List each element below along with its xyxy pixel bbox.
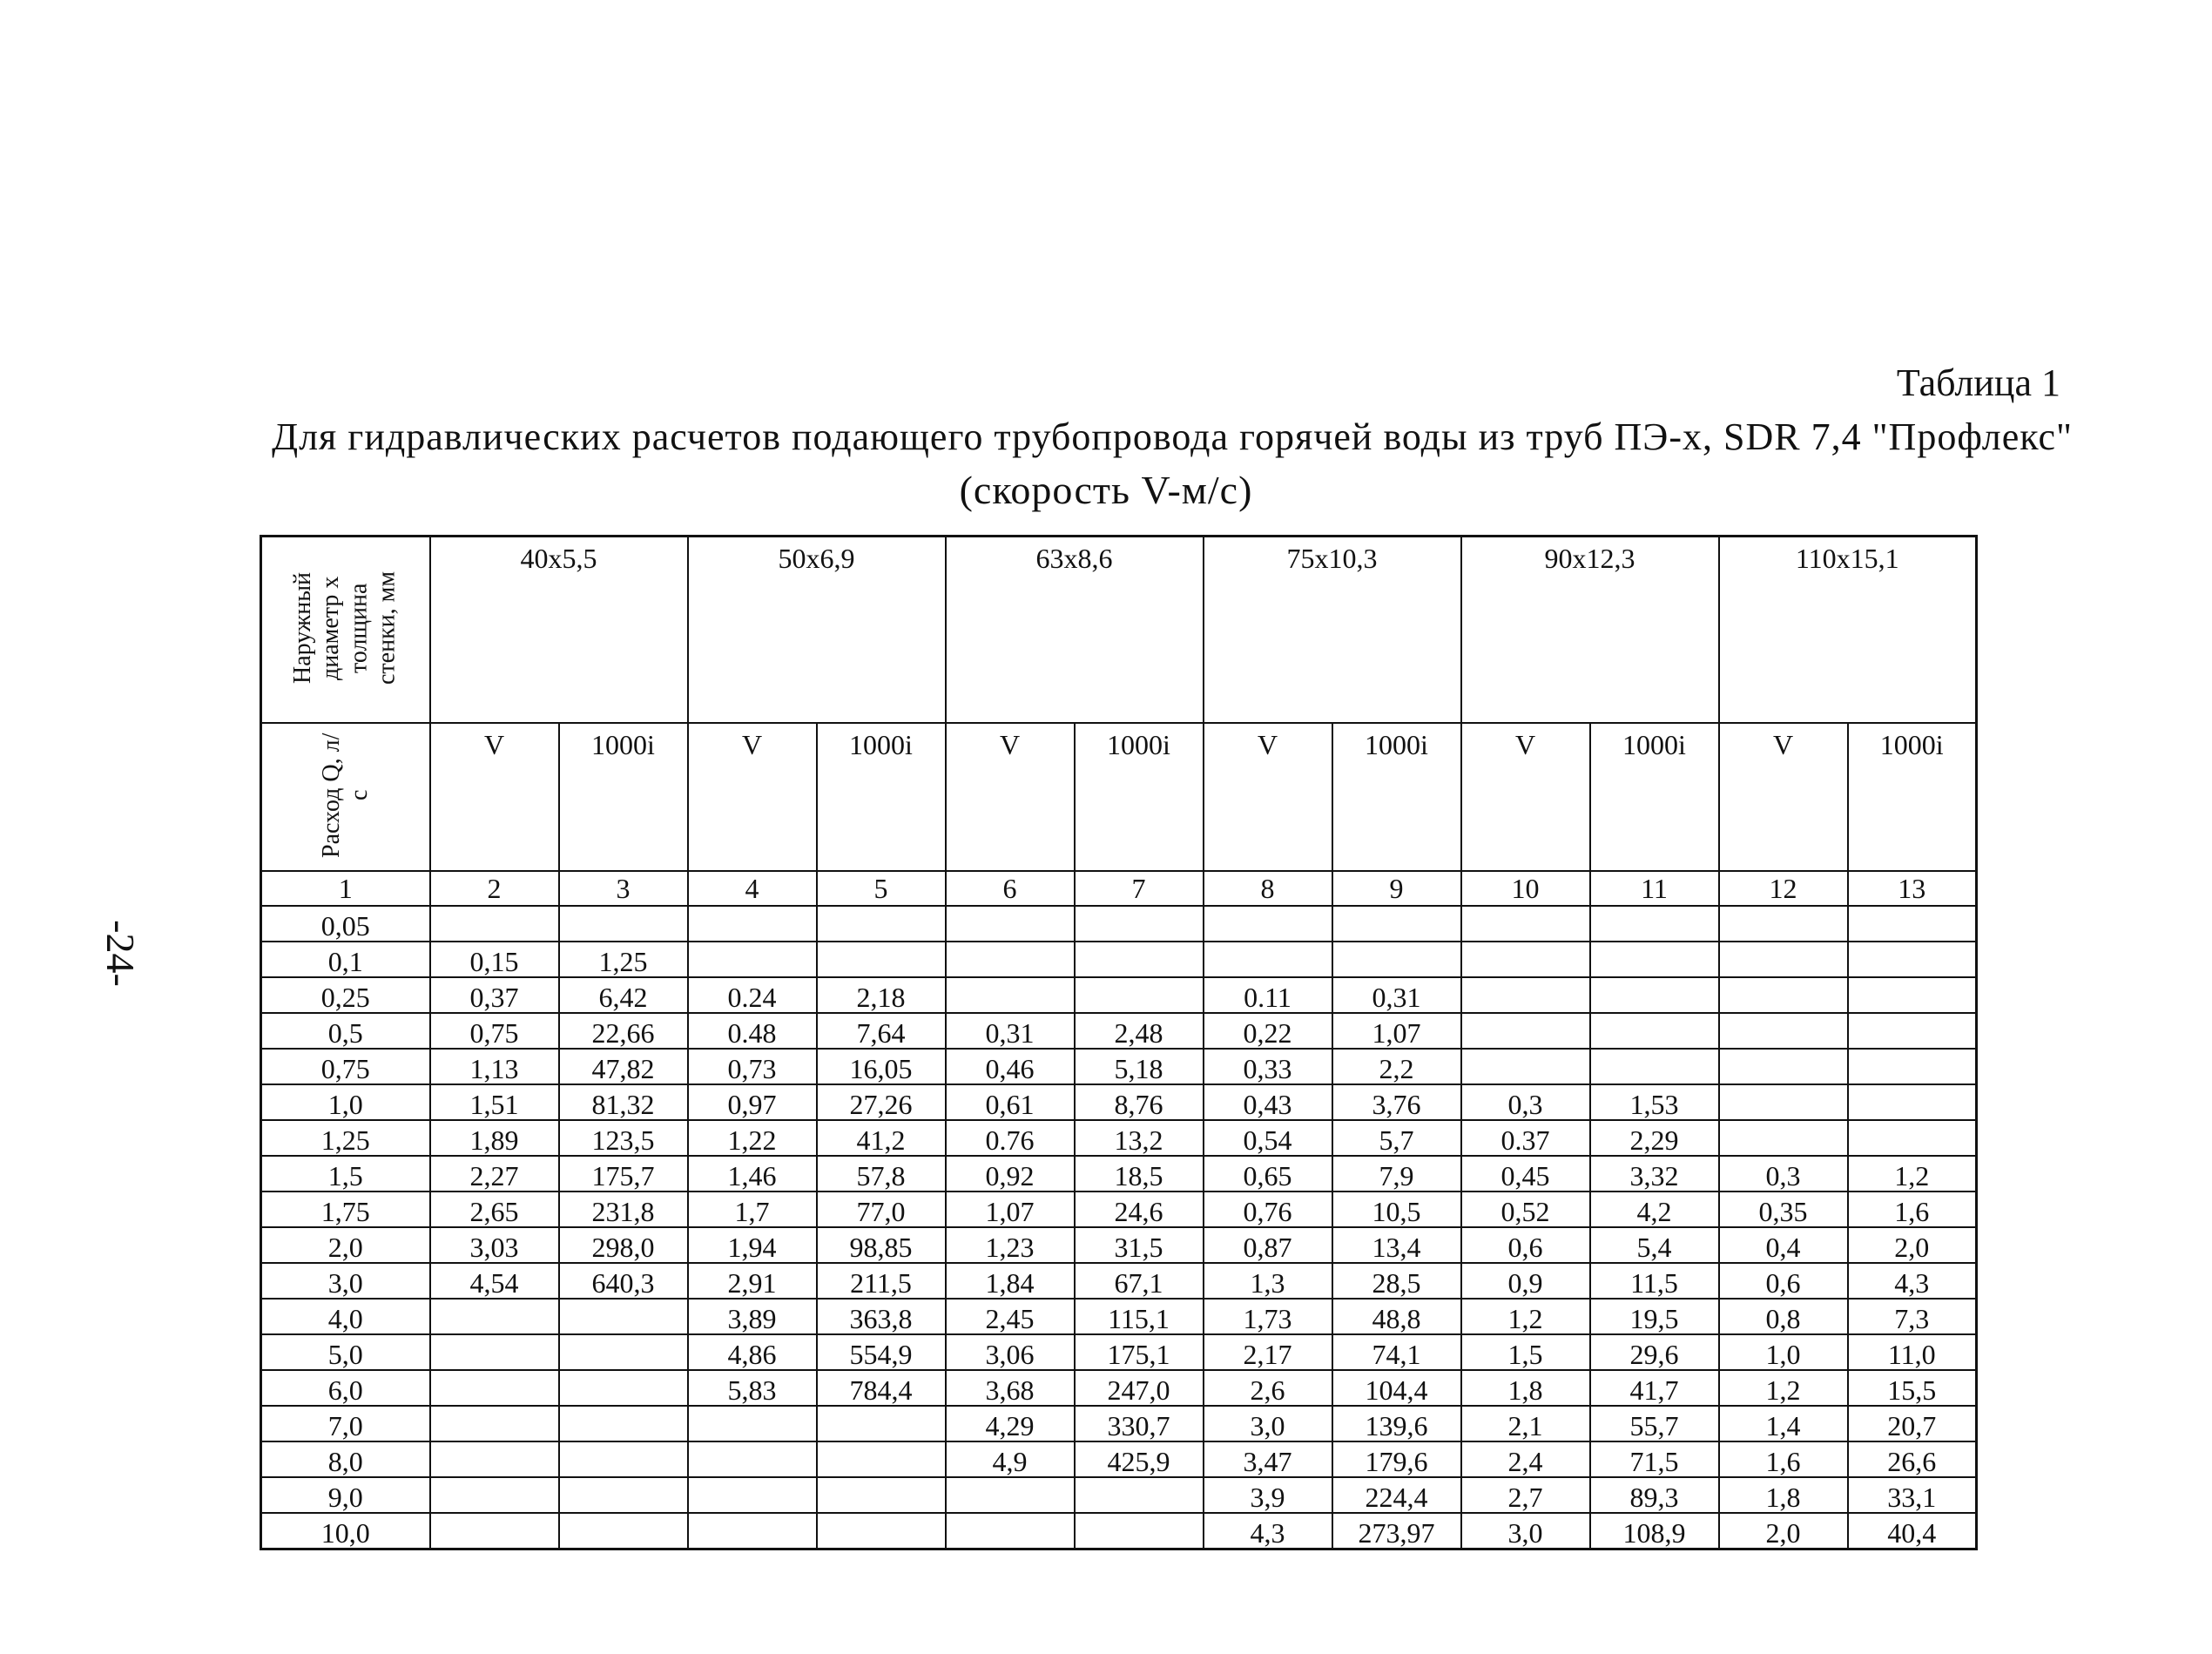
- table-cell: 1,5: [1461, 1334, 1590, 1370]
- table-cell: 3,47: [1204, 1441, 1332, 1477]
- pipe-size-header: 75x10,3: [1204, 537, 1461, 724]
- table-row: [261, 942, 1977, 977]
- flow-rate-cell: 1,25: [261, 1120, 430, 1156]
- flow-rate-cell: 2,0: [261, 1227, 430, 1263]
- pipe-size-header: 63x8,6: [946, 537, 1204, 724]
- table-cell: [1719, 1013, 1848, 1049]
- table-cell: 363,8: [817, 1299, 946, 1334]
- table-cell: [1075, 906, 1204, 942]
- table-cell: [1719, 906, 1848, 942]
- head-loss-header: 1000i: [817, 723, 946, 871]
- velocity-header: V: [430, 723, 559, 871]
- table-cell: 2,0: [1848, 1227, 1977, 1263]
- table-cell: 0.24: [688, 977, 817, 1013]
- table-cell: [1332, 942, 1461, 977]
- table-cell: [1332, 906, 1461, 942]
- table-cell: 2,48: [1075, 1013, 1204, 1049]
- table-cell: [1590, 1049, 1719, 1084]
- table-cell: 24,6: [1075, 1192, 1204, 1227]
- diameter-header-cell: [261, 537, 430, 724]
- table-cell: 1,2: [1461, 1299, 1590, 1334]
- table-cell: 0,9: [1461, 1263, 1590, 1299]
- head-loss-header: 1000i: [1332, 723, 1461, 871]
- table-cell: 2,7: [1461, 1477, 1590, 1513]
- table-cell: 231,8: [559, 1192, 688, 1227]
- table-cell: 89,3: [1590, 1477, 1719, 1513]
- table-cell: [1075, 1477, 1204, 1513]
- table-cell: 1,07: [1332, 1013, 1461, 1049]
- pipe-size-header: 40x5,5: [430, 537, 688, 724]
- table-cell: 0,4: [1719, 1227, 1848, 1263]
- table-cell: [817, 906, 946, 942]
- table-cell: 1,51: [430, 1084, 559, 1120]
- table-cell: 1,8: [1719, 1477, 1848, 1513]
- flow-rate-cell: 9,0: [261, 1477, 430, 1513]
- column-number-row: [261, 871, 1977, 906]
- column-number: 13: [1848, 871, 1977, 906]
- table-cell: 5,4: [1590, 1227, 1719, 1263]
- column-number: 5: [817, 871, 946, 906]
- hydraulic-table: [260, 535, 1978, 1550]
- table-cell: 41,2: [817, 1120, 946, 1156]
- table-cell: [430, 906, 559, 942]
- table-cell: 0,73: [688, 1049, 817, 1084]
- flow-header: Расход Q, л/с: [317, 732, 373, 858]
- table-cell: 0.37: [1461, 1120, 1590, 1156]
- table-cell: 1,0: [1719, 1334, 1848, 1370]
- table-label: Таблица 1: [1896, 361, 2060, 404]
- table-cell: 11,5: [1590, 1263, 1719, 1299]
- table-cell: 4,2: [1590, 1192, 1719, 1227]
- table-cell: 2,1: [1461, 1406, 1590, 1441]
- table-cell: 33,1: [1848, 1477, 1977, 1513]
- column-number: 8: [1204, 871, 1332, 906]
- header-row-quantities: [261, 723, 1977, 871]
- table-cell: 98,85: [817, 1227, 946, 1263]
- table-cell: 115,1: [1075, 1299, 1204, 1334]
- table-cell: 3,76: [1332, 1084, 1461, 1120]
- table-cell: [559, 1477, 688, 1513]
- flow-rate-cell: 4,0: [261, 1299, 430, 1334]
- table-cell: 4,86: [688, 1334, 817, 1370]
- column-number: 3: [559, 871, 688, 906]
- table-cell: 40,4: [1848, 1513, 1977, 1549]
- table-cell: [430, 1477, 559, 1513]
- table-row: [261, 1334, 1977, 1370]
- column-number: 6: [946, 871, 1075, 906]
- table-cell: 2,6: [1204, 1370, 1332, 1406]
- pipe-size-header: 50x6,9: [688, 537, 946, 724]
- table-cell: 2,2: [1332, 1049, 1461, 1084]
- table-cell: [430, 1441, 559, 1477]
- table-cell: 3,89: [688, 1299, 817, 1334]
- table-cell: 1,3: [1204, 1263, 1332, 1299]
- flow-rate-cell: 0,75: [261, 1049, 430, 1084]
- table-cell: [688, 1513, 817, 1549]
- table-cell: 1,22: [688, 1120, 817, 1156]
- table-cell: 0,87: [1204, 1227, 1332, 1263]
- flow-rate-cell: 1,75: [261, 1192, 430, 1227]
- table-cell: 2,65: [430, 1192, 559, 1227]
- table-cell: [1848, 906, 1977, 942]
- table-cell: 0,33: [1204, 1049, 1332, 1084]
- table-cell: [946, 977, 1075, 1013]
- column-number: 2: [430, 871, 559, 906]
- column-number: 11: [1590, 871, 1719, 906]
- table-cell: [1461, 1013, 1590, 1049]
- table-cell: 0,31: [946, 1013, 1075, 1049]
- table-cell: [1848, 977, 1977, 1013]
- table-cell: 1,8: [1461, 1370, 1590, 1406]
- table-cell: 15,5: [1848, 1370, 1977, 1406]
- table-cell: 16,05: [817, 1049, 946, 1084]
- table-cell: 0.11: [1204, 977, 1332, 1013]
- table-cell: [817, 1441, 946, 1477]
- table-cell: 273,97: [1332, 1513, 1461, 1549]
- table-cell: 71,5: [1590, 1441, 1719, 1477]
- table-row: [261, 1192, 1977, 1227]
- table-cell: 28,5: [1332, 1263, 1461, 1299]
- table-row: [261, 1441, 1977, 1477]
- table-cell: [430, 1299, 559, 1334]
- table-cell: 247,0: [1075, 1370, 1204, 1406]
- table-cell: 0.76: [946, 1120, 1075, 1156]
- table-cell: [946, 1513, 1075, 1549]
- table-cell: 0,54: [1204, 1120, 1332, 1156]
- table-cell: 2,17: [1204, 1334, 1332, 1370]
- table-row: [261, 1156, 1977, 1192]
- table-cell: 1,84: [946, 1263, 1075, 1299]
- table-cell: [430, 1334, 559, 1370]
- table-cell: 175,7: [559, 1156, 688, 1192]
- table-cell: 29,6: [1590, 1334, 1719, 1370]
- table-cell: 3,9: [1204, 1477, 1332, 1513]
- table-cell: [559, 1299, 688, 1334]
- table-cell: 1,73: [1204, 1299, 1332, 1334]
- table-cell: [559, 1441, 688, 1477]
- table-cell: 11,0: [1848, 1334, 1977, 1370]
- flow-rate-cell: 0,25: [261, 977, 430, 1013]
- table-cell: 0,61: [946, 1084, 1075, 1120]
- table-cell: 7,9: [1332, 1156, 1461, 1192]
- table-cell: [1719, 942, 1848, 977]
- header-row-sizes: [261, 537, 1977, 724]
- table-cell: 57,8: [817, 1156, 946, 1192]
- table-cell: 2,45: [946, 1299, 1075, 1334]
- table-cell: 425,9: [1075, 1441, 1204, 1477]
- table-row: [261, 1370, 1977, 1406]
- table-cell: [430, 1513, 559, 1549]
- table-cell: [559, 1370, 688, 1406]
- table-cell: 1,89: [430, 1120, 559, 1156]
- flow-rate-cell: 1,0: [261, 1084, 430, 1120]
- table-cell: 31,5: [1075, 1227, 1204, 1263]
- table-cell: 0,97: [688, 1084, 817, 1120]
- table-cell: 1,53: [1590, 1084, 1719, 1120]
- table-cell: 74,1: [1332, 1334, 1461, 1370]
- table-cell: 22,66: [559, 1013, 688, 1049]
- table-cell: 0.48: [688, 1013, 817, 1049]
- velocity-header: V: [688, 723, 817, 871]
- table-cell: 20,7: [1848, 1406, 1977, 1441]
- velocity-header: V: [1204, 723, 1332, 871]
- table-cell: 0,45: [1461, 1156, 1590, 1192]
- table-row: [261, 1084, 1977, 1120]
- table-cell: 139,6: [1332, 1406, 1461, 1441]
- table-row: [261, 1263, 1977, 1299]
- head-loss-header: 1000i: [1590, 723, 1719, 871]
- table-cell: 0,43: [1204, 1084, 1332, 1120]
- table-cell: [688, 1406, 817, 1441]
- table-cell: 4,29: [946, 1406, 1075, 1441]
- table-cell: 224,4: [1332, 1477, 1461, 1513]
- table-cell: 5,7: [1332, 1120, 1461, 1156]
- table-cell: [817, 942, 946, 977]
- table-cell: 4,3: [1204, 1513, 1332, 1549]
- table-cell: 3,03: [430, 1227, 559, 1263]
- head-loss-header: 1000i: [559, 723, 688, 871]
- table-cell: 2,91: [688, 1263, 817, 1299]
- table-cell: 7,3: [1848, 1299, 1977, 1334]
- table-cell: 0,46: [946, 1049, 1075, 1084]
- table-row: [261, 1013, 1977, 1049]
- table-cell: 19,5: [1590, 1299, 1719, 1334]
- table-cell: [688, 1441, 817, 1477]
- table-cell: 123,5: [559, 1120, 688, 1156]
- table-row: [261, 1299, 1977, 1334]
- table-cell: 0,92: [946, 1156, 1075, 1192]
- table-cell: 330,7: [1075, 1406, 1204, 1441]
- table-cell: [1848, 1013, 1977, 1049]
- table-cell: 0,31: [1332, 977, 1461, 1013]
- table-cell: 3,06: [946, 1334, 1075, 1370]
- table-cell: 27,26: [817, 1084, 946, 1120]
- table-cell: 0,15: [430, 942, 559, 977]
- table-cell: [1461, 1049, 1590, 1084]
- table-cell: 108,9: [1590, 1513, 1719, 1549]
- table-row: [261, 1120, 1977, 1156]
- velocity-header: V: [1461, 723, 1590, 871]
- table-cell: [559, 1334, 688, 1370]
- table-cell: 175,1: [1075, 1334, 1204, 1370]
- table-cell: 554,9: [817, 1334, 946, 1370]
- table-cell: 2,0: [1719, 1513, 1848, 1549]
- table-cell: 1,07: [946, 1192, 1075, 1227]
- table-cell: 4,9: [946, 1441, 1075, 1477]
- table-cell: 1,7: [688, 1192, 817, 1227]
- table-cell: 211,5: [817, 1263, 946, 1299]
- flow-rate-cell: 8,0: [261, 1441, 430, 1477]
- table-cell: [946, 942, 1075, 977]
- head-loss-header: 1000i: [1848, 723, 1977, 871]
- table-cell: [1075, 977, 1204, 1013]
- pipe-size-header: 90x12,3: [1461, 537, 1719, 724]
- flow-header-cell: [261, 723, 430, 871]
- table-cell: [1590, 1013, 1719, 1049]
- table-cell: [1461, 942, 1590, 977]
- table-row: [261, 977, 1977, 1013]
- table-cell: [430, 1406, 559, 1441]
- table-cell: 2,4: [1461, 1441, 1590, 1477]
- table-cell: 0,35: [1719, 1192, 1848, 1227]
- table-cell: [946, 906, 1075, 942]
- table-cell: 0,75: [430, 1013, 559, 1049]
- table-cell: 0,52: [1461, 1192, 1590, 1227]
- table-cell: 1,2: [1848, 1156, 1977, 1192]
- table-cell: 47,82: [559, 1049, 688, 1084]
- table-cell: 104,4: [1332, 1370, 1461, 1406]
- table-cell: 55,7: [1590, 1406, 1719, 1441]
- table-cell: 1,94: [688, 1227, 817, 1263]
- flow-rate-cell: 0,1: [261, 942, 430, 977]
- table-row: [261, 1513, 1977, 1549]
- table-cell: 77,0: [817, 1192, 946, 1227]
- table-cell: 0,65: [1204, 1156, 1332, 1192]
- column-number: 4: [688, 871, 817, 906]
- table-cell: [1719, 1049, 1848, 1084]
- table-cell: 0,3: [1461, 1084, 1590, 1120]
- table-subtitle: (скорость V-м/с): [959, 468, 1253, 512]
- column-number: 7: [1075, 871, 1204, 906]
- flow-rate-cell: 7,0: [261, 1406, 430, 1441]
- table-cell: 0,8: [1719, 1299, 1848, 1334]
- table-cell: [1848, 1120, 1977, 1156]
- table-cell: [559, 906, 688, 942]
- table-cell: [1075, 942, 1204, 977]
- flow-rate-cell: 0,05: [261, 906, 430, 942]
- table-cell: [688, 1477, 817, 1513]
- table-cell: [1590, 906, 1719, 942]
- table-cell: [1590, 977, 1719, 1013]
- table-cell: 179,6: [1332, 1441, 1461, 1477]
- table-cell: 3,0: [1204, 1406, 1332, 1441]
- column-number: 9: [1332, 871, 1461, 906]
- column-number: 10: [1461, 871, 1590, 906]
- table-row: [261, 1477, 1977, 1513]
- table-cell: [1719, 1084, 1848, 1120]
- table-cell: [817, 1513, 946, 1549]
- table-cell: [1590, 942, 1719, 977]
- table-cell: 3,0: [1461, 1513, 1590, 1549]
- table-cell: [946, 1477, 1075, 1513]
- table-cell: 48,8: [1332, 1299, 1461, 1334]
- table-cell: [1461, 906, 1590, 942]
- velocity-header: V: [946, 723, 1075, 871]
- table-cell: [1204, 906, 1332, 942]
- pipe-size-header: 110x15,1: [1719, 537, 1977, 724]
- table-cell: [1719, 1120, 1848, 1156]
- table-cell: 41,7: [1590, 1370, 1719, 1406]
- flow-rate-cell: 0,5: [261, 1013, 430, 1049]
- table-cell: 18,5: [1075, 1156, 1204, 1192]
- table-cell: 2,27: [430, 1156, 559, 1192]
- table-cell: 1,13: [430, 1049, 559, 1084]
- table-cell: 3,32: [1590, 1156, 1719, 1192]
- table-cell: [1075, 1513, 1204, 1549]
- table-cell: 4,3: [1848, 1263, 1977, 1299]
- flow-rate-cell: 10,0: [261, 1513, 430, 1549]
- table-cell: 784,4: [817, 1370, 946, 1406]
- flow-rate-cell: 3,0: [261, 1263, 430, 1299]
- table-cell: 1,23: [946, 1227, 1075, 1263]
- table-cell: 0,3: [1719, 1156, 1848, 1192]
- table-row: [261, 1049, 1977, 1084]
- table-cell: [817, 1406, 946, 1441]
- table-cell: 640,3: [559, 1263, 688, 1299]
- table-cell: 5,83: [688, 1370, 817, 1406]
- table-cell: 3,68: [946, 1370, 1075, 1406]
- table-cell: [1848, 1084, 1977, 1120]
- table-cell: 0,22: [1204, 1013, 1332, 1049]
- table-cell: 298,0: [559, 1227, 688, 1263]
- table-cell: 1,6: [1848, 1192, 1977, 1227]
- table-cell: 1,46: [688, 1156, 817, 1192]
- velocity-header: V: [1719, 723, 1848, 871]
- table-cell: 81,32: [559, 1084, 688, 1120]
- table-cell: [1461, 977, 1590, 1013]
- table-cell: 1,6: [1719, 1441, 1848, 1477]
- table-cell: [1848, 1049, 1977, 1084]
- table-cell: [1848, 942, 1977, 977]
- table-row: [261, 906, 1977, 942]
- table-cell: 8,76: [1075, 1084, 1204, 1120]
- table-cell: 0,76: [1204, 1192, 1332, 1227]
- head-loss-header: 1000i: [1075, 723, 1204, 871]
- table-cell: 7,64: [817, 1013, 946, 1049]
- table-cell: 13,4: [1332, 1227, 1461, 1263]
- diameter-header: Наружный диаметр х толщина стенки, мм: [289, 570, 401, 685]
- table-cell: [430, 1370, 559, 1406]
- table-cell: 1,4: [1719, 1406, 1848, 1441]
- table-cell: [688, 906, 817, 942]
- flow-rate-cell: 6,0: [261, 1370, 430, 1406]
- flow-rate-cell: 5,0: [261, 1334, 430, 1370]
- column-number: 1: [261, 871, 430, 906]
- table-cell: 13,2: [1075, 1120, 1204, 1156]
- page-number: -24-: [98, 920, 143, 987]
- table-cell: 2,18: [817, 977, 946, 1013]
- table-cell: [559, 1406, 688, 1441]
- column-number: 12: [1719, 871, 1848, 906]
- table-cell: 0,37: [430, 977, 559, 1013]
- table-cell: 0,6: [1719, 1263, 1848, 1299]
- table-cell: 6,42: [559, 977, 688, 1013]
- table-cell: 1,25: [559, 942, 688, 977]
- table-title: Для гидравлических расчетов подающего трубопровода горячей воды из труб ПЭ-х, SDR 7,4 "Профлекс": [272, 415, 2073, 458]
- table-row: [261, 1406, 1977, 1441]
- table-cell: 10,5: [1332, 1192, 1461, 1227]
- table-cell: 67,1: [1075, 1263, 1204, 1299]
- table-cell: 0,6: [1461, 1227, 1590, 1263]
- table-cell: 4,54: [430, 1263, 559, 1299]
- table-cell: [817, 1477, 946, 1513]
- table-cell: 26,6: [1848, 1441, 1977, 1477]
- table-cell: 5,18: [1075, 1049, 1204, 1084]
- table-cell: 2,29: [1590, 1120, 1719, 1156]
- table-cell: 1,2: [1719, 1370, 1848, 1406]
- flow-rate-cell: 1,5: [261, 1156, 430, 1192]
- table-cell: [1719, 977, 1848, 1013]
- table-row: [261, 1227, 1977, 1263]
- table-cell: [1204, 942, 1332, 977]
- table-cell: [559, 1513, 688, 1549]
- table-cell: [688, 942, 817, 977]
